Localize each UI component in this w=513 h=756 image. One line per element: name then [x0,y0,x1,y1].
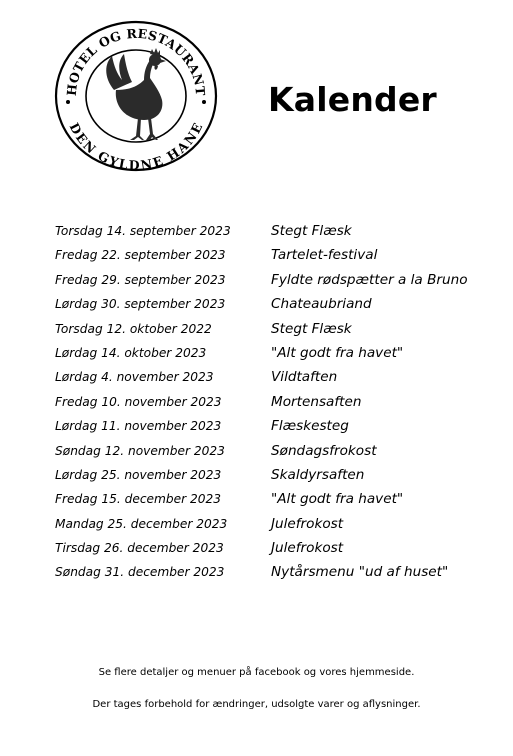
event-name: Fyldte rødspætter a la Bruno [271,271,468,288]
event-row [55,219,495,243]
event-name: Flæskesteg [271,418,349,435]
event-row [55,487,495,511]
event-date: Søndag 12. november 2023 [55,443,225,458]
event-date: Lørdag 4. november 2023 [55,370,214,385]
event-row [55,536,495,560]
event-name: "Alt godt fra havet" [271,491,404,508]
event-name: "Alt godt fra havet" [271,344,404,361]
event-row [55,390,495,414]
event-date: Fredag 29. september 2023 [55,272,226,287]
event-date: Lørdag 25. november 2023 [55,467,222,482]
logo-text-top: HOTEL OG RESTAURANT [63,25,209,97]
event-row [55,463,495,487]
event-date: Fredag 10. november 2023 [55,394,222,409]
event-row [55,512,495,536]
event-date: Tirsdag 26. december 2023 [55,541,224,556]
event-row [55,317,495,341]
rooster-icon [106,48,166,140]
event-name: Julefrokost [271,515,344,532]
event-name: Skaldyrsaften [271,466,365,483]
event-name: Stegt Flæsk [271,320,352,337]
event-date: Torsdag 12. oktober 2022 [55,321,212,336]
event-name: Chateaubriand [271,296,372,313]
event-name: Julefrokost [271,540,344,557]
event-date: Fredag 15. december 2023 [55,492,222,507]
event-name: Stegt Flæsk [271,223,352,239]
event-date: Lørdag 30. september 2023 [55,297,226,312]
event-list [55,219,495,585]
event-row [55,365,495,389]
event-date: Torsdag 14. september 2023 [55,224,231,238]
event-date: Mandag 25. december 2023 [55,516,228,531]
event-date: Søndag 31. december 2023 [55,565,225,580]
event-row [55,560,495,584]
footer-disclaimer: Der tages forbehold for ændringer, udsolgte varer og aflysninger. [92,699,421,710]
event-name: Mortensaften [271,393,362,410]
event-row [55,341,495,365]
logo-text-bottom: DEN GYLDNE HANE [66,120,206,172]
event-date: Lørdag 14. oktober 2023 [55,345,207,360]
footer-details-note: Se flere detaljer og menuer på facebook og vores hjemmeside. [98,667,415,678]
event-name: Nytårsmenu "ud af huset" [271,564,449,581]
restaurant-logo [54,20,218,172]
logo-emblem [54,20,218,172]
event-name: Søndagsfrokost [271,442,377,459]
event-name: Vildtaften [271,369,338,386]
event-row [55,439,495,463]
event-row [55,414,495,438]
event-row [55,268,495,292]
event-name: Tartelet-festival [271,247,378,264]
event-date: Lørdag 11. november 2023 [55,419,222,434]
page-title: Kalender [268,80,437,119]
event-row [55,292,495,316]
event-row [55,243,495,267]
event-date: Fredag 22. september 2023 [55,248,226,263]
